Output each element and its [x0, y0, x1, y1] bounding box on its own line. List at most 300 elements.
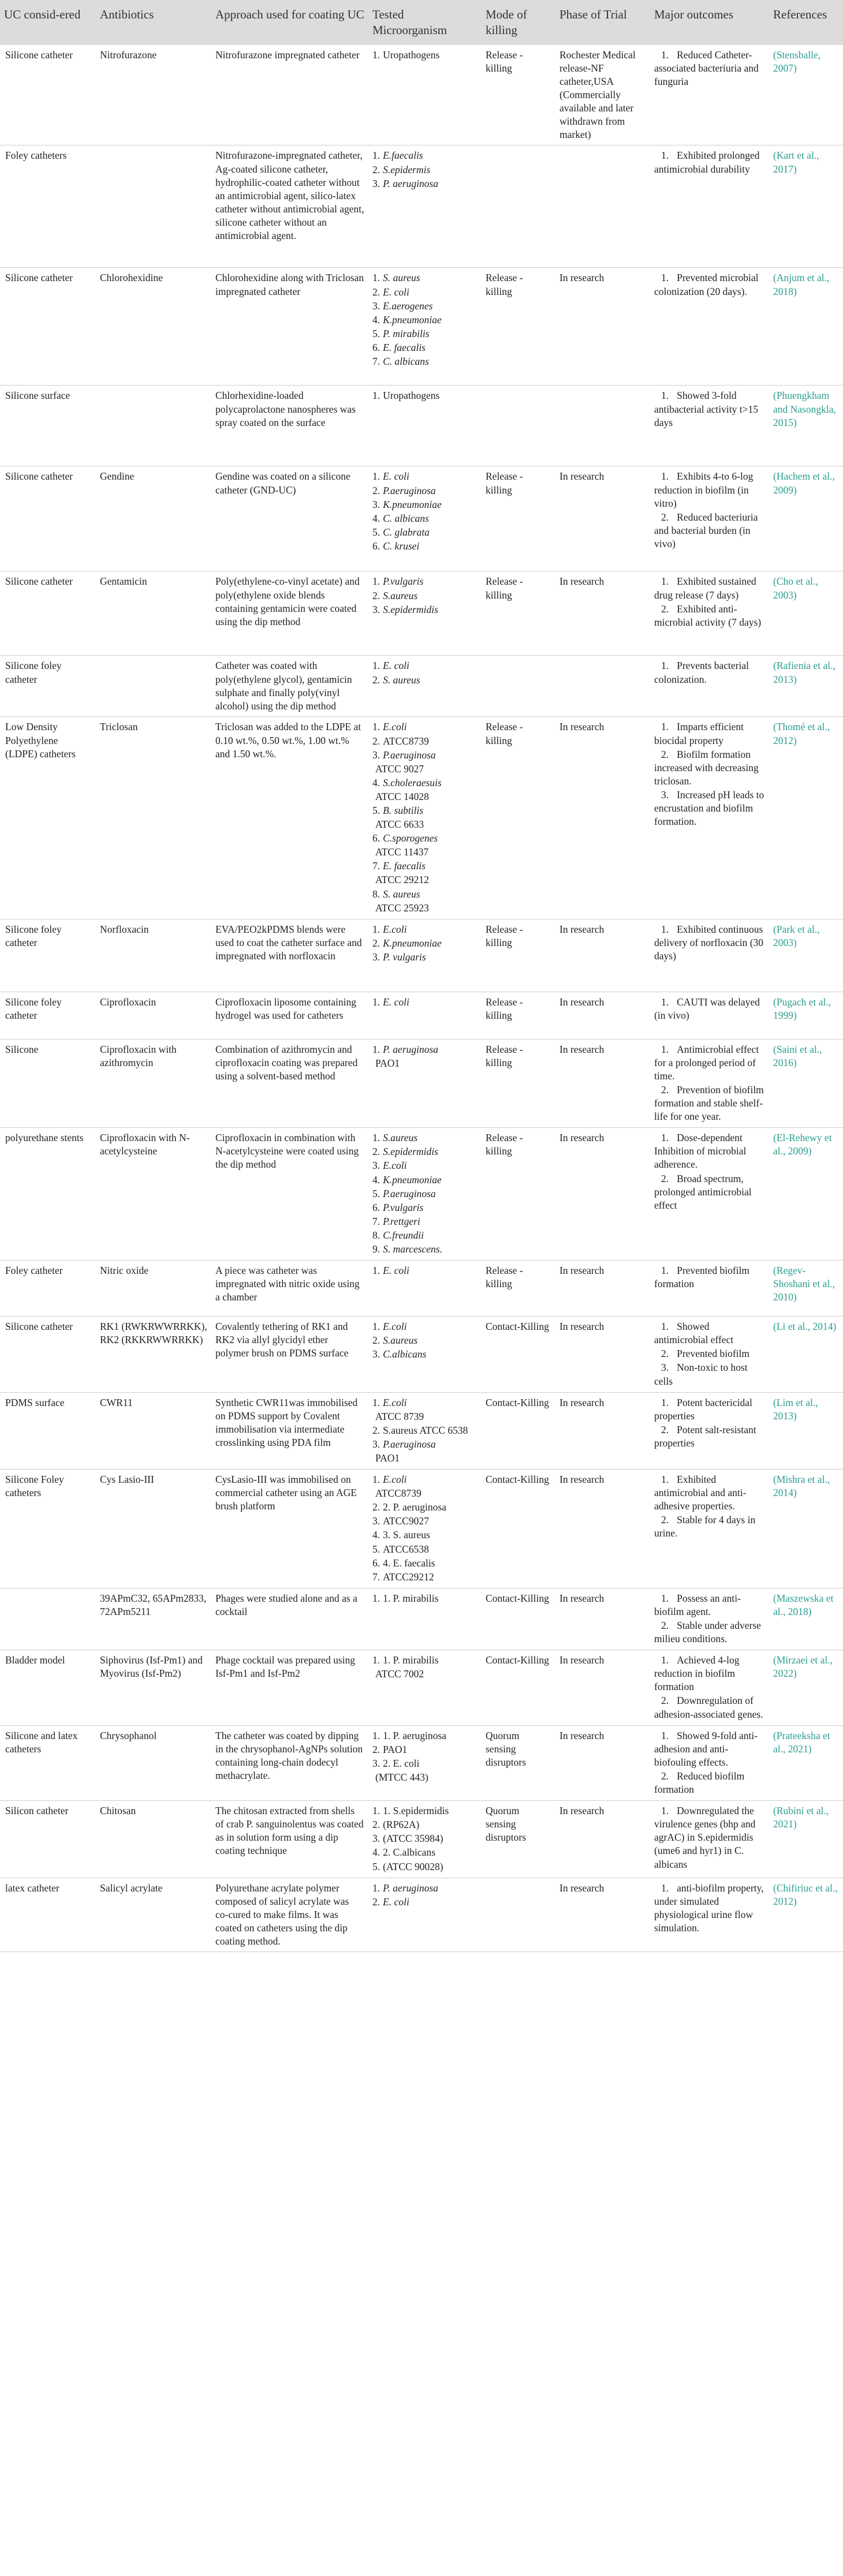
table-row — [0, 1392, 843, 1469]
item-text: 1. P. mirabilis — [383, 1592, 439, 1604]
item-text: C.freundii — [383, 1229, 424, 1241]
organisms-cell — [368, 1650, 482, 1725]
reference-link[interactable]: (Prateeksha et al., 2021) — [769, 1725, 843, 1800]
item-text: E. coli — [383, 996, 409, 1008]
outcomes-cell — [650, 1725, 769, 1800]
item-number: 2. — [661, 748, 669, 760]
table-row — [0, 386, 843, 466]
item-number: 1. — [661, 272, 669, 284]
item-number: 2. — [661, 1084, 669, 1096]
item-text: ATCC 9027 — [375, 762, 424, 775]
mode-of-killing-cell: Contact-Killing — [482, 1588, 555, 1650]
reference-link[interactable]: (Anjum et al., 2018) — [769, 268, 843, 386]
reference-link[interactable]: (Phuengkham and Nasongkla, 2015) — [769, 386, 843, 466]
uc-considered-cell — [0, 1588, 96, 1650]
item-number: 1. — [372, 1396, 381, 1408]
item-number: 2. — [661, 511, 669, 523]
item-number: 1. — [661, 1474, 669, 1486]
item-text: 4. E. faecalis — [383, 1557, 435, 1569]
reference-link[interactable]: (Mirzaei et al., 2022) — [769, 1650, 843, 1725]
organisms-cell — [368, 1317, 482, 1392]
list-item — [654, 1882, 765, 1935]
list-item — [654, 1729, 765, 1769]
outcomes-cell — [650, 1261, 769, 1317]
item-text: (MTCC 443) — [375, 1771, 428, 1783]
list-item — [654, 748, 765, 788]
item-text: C.albicans — [383, 1348, 427, 1360]
item-number: 3. — [372, 177, 381, 189]
item-text: Prevented biofilm — [677, 1348, 750, 1360]
item-text: Dose-dependent Inhibition of microbial adherence. — [654, 1132, 747, 1171]
phase-of-trial-cell: In research — [555, 571, 650, 656]
item-text: Non-toxic to host cells — [654, 1362, 748, 1387]
item-text: P. mirabilis — [383, 327, 430, 339]
organisms-cell — [368, 992, 482, 1039]
item-number: 1. — [372, 1265, 381, 1277]
approach-cell: Phages were studied alone and as a cocktail — [211, 1588, 368, 1650]
phase-of-trial-cell: In research — [555, 268, 650, 386]
item-text: ATCC 6633 — [375, 818, 424, 831]
table-row — [0, 45, 843, 145]
reference-link[interactable]: (Thomé et al., 2012) — [769, 717, 843, 919]
item-text: Exhibited continuous delivery of norfloxacin (30 days) — [654, 923, 764, 962]
organisms-cell — [368, 571, 482, 656]
phase-of-trial-cell: In research — [555, 1470, 650, 1588]
item-number: 1. — [372, 1474, 381, 1486]
mode-of-killing-cell — [482, 386, 555, 466]
item-text: E. coli — [383, 1895, 409, 1908]
item-number: 2. — [372, 484, 381, 496]
list-item — [372, 888, 478, 901]
item-text: Exhibited anti-microbial activity (7 days) — [654, 603, 762, 628]
outcomes-cell — [650, 386, 769, 466]
organisms-cell — [368, 1261, 482, 1317]
reference-link[interactable]: (Kart et al., 2017) — [769, 145, 843, 268]
item-text: K.pneumoniae — [383, 937, 442, 949]
item-text: ATCC9027 — [383, 1515, 429, 1527]
uc-considered-cell: Silicone catheter — [0, 571, 96, 656]
organisms-cell — [368, 1878, 482, 1951]
list-item — [372, 1438, 478, 1451]
list-item — [372, 1757, 478, 1770]
item-number: 1. — [372, 996, 381, 1008]
item-text: ATCC 25923 — [375, 902, 429, 914]
mode-of-killing-cell: Quorum sensing disruptors — [482, 1725, 555, 1800]
item-number: 1. — [661, 1132, 669, 1144]
list-item — [372, 1860, 478, 1874]
list-item — [372, 859, 478, 873]
list-item — [372, 1743, 478, 1756]
uc-considered-cell: Silicone catheter — [0, 466, 96, 571]
item-number: 1. — [661, 1265, 669, 1277]
outcomes-cell — [650, 1392, 769, 1469]
item-number: 1. — [372, 721, 381, 733]
item-number: 1. — [661, 1729, 669, 1741]
item-text: Biofilm formation increased with decreasing triclosan. — [654, 748, 759, 787]
item-number: 1. — [372, 272, 381, 284]
item-number: 6. — [372, 832, 381, 844]
item-text: S. aureus — [383, 888, 420, 900]
list-item — [654, 389, 765, 429]
phase-of-trial-cell: In research — [555, 1588, 650, 1650]
item-number: 3. — [372, 1160, 381, 1172]
item-text: 1. P. mirabilis — [383, 1654, 439, 1666]
outcomes-cell — [650, 571, 769, 656]
reference-link[interactable]: (El-Rehewy et al., 2009) — [769, 1128, 843, 1261]
reference-link[interactable]: (Mishra et al., 2014) — [769, 1470, 843, 1588]
antibiotic-cell: Chitosan — [96, 1801, 211, 1878]
item-text: C. glabrata — [383, 526, 430, 538]
uc-considered-cell: Silicone foley catheter — [0, 919, 96, 992]
item-number: 6. — [372, 540, 381, 552]
list-item — [372, 1145, 478, 1158]
list-item — [654, 1804, 765, 1871]
item-text: S. aureus — [383, 674, 420, 686]
mode-of-killing-cell — [482, 145, 555, 268]
list-item — [372, 313, 478, 327]
uc-considered-cell: Silicone Foley catheters — [0, 1470, 96, 1588]
header-approach: Approach used for coating UC — [211, 0, 368, 45]
list-item — [372, 1571, 478, 1584]
list-item — [372, 1832, 478, 1845]
item-number: 1. — [661, 1805, 669, 1817]
list-item — [372, 1452, 478, 1465]
item-text: 1. S.epidermidis — [383, 1805, 449, 1817]
reference-link[interactable]: (Saini et al., 2016) — [769, 1039, 843, 1128]
item-text: (ATCC 35984) — [383, 1833, 443, 1845]
item-number: 5. — [372, 804, 381, 816]
item-number: 1. — [372, 1592, 381, 1604]
mode-of-killing-cell: Release - killing — [482, 992, 555, 1039]
item-text: 3. S. aureus — [383, 1529, 430, 1541]
item-text: E.faecalis — [383, 149, 423, 162]
mode-of-killing-cell: Release - killing — [482, 717, 555, 919]
item-number: 1. — [661, 470, 669, 483]
uc-considered-cell: Bladder model — [0, 1650, 96, 1725]
item-text: Exhibited sustained drug release (7 days) — [654, 575, 756, 601]
reference-link[interactable]: (Park et al., 2003) — [769, 919, 843, 992]
list-item — [372, 271, 478, 285]
mode-of-killing-cell — [482, 1878, 555, 1951]
list-item — [372, 1818, 478, 1831]
item-text: C. albicans — [383, 355, 429, 367]
item-text: S.epidermidis — [383, 603, 438, 615]
item-text: Prevented microbial colonization (20 days). — [654, 272, 759, 297]
antibiotic-cell: Chlorohexidine — [96, 268, 211, 386]
approach-cell: Gendine was coated on a silicone catheter (GND-UC) — [211, 466, 368, 571]
organisms-cell — [368, 1128, 482, 1261]
organisms-cell — [368, 466, 482, 571]
item-text: E.coli — [383, 923, 407, 935]
item-number: 1. — [372, 149, 381, 162]
list-item — [372, 300, 478, 313]
item-text: P.aeruginosa — [383, 484, 436, 496]
item-text: 1. P. aeruginosa — [383, 1729, 446, 1741]
reference-link[interactable]: (Stensballe, 2007) — [769, 45, 843, 145]
uc-considered-cell: Silicone surface — [0, 386, 96, 466]
item-text: (ATCC 90028) — [383, 1860, 443, 1872]
list-item — [372, 355, 478, 368]
item-number: 2. — [372, 286, 381, 298]
item-number: 3. — [372, 1757, 381, 1769]
phase-of-trial-cell — [555, 656, 650, 717]
item-text: Downregulation of adhesion-associated genes. — [654, 1695, 763, 1720]
list-item — [372, 1771, 478, 1784]
item-text: Uropathogens — [383, 390, 440, 402]
item-text: ATCC 11437 — [375, 846, 429, 858]
uc-considered-cell: Silicone catheter — [0, 268, 96, 386]
item-number: 5. — [372, 1860, 381, 1872]
phase-of-trial-cell: In research — [555, 1317, 650, 1392]
item-text: Increased pH leads to encrustation and biofilm formation. — [654, 788, 764, 828]
list-item — [654, 575, 765, 601]
item-number: 9. — [372, 1243, 381, 1255]
list-item — [654, 996, 765, 1022]
antibiotic-cell: Ciprofloxacin — [96, 992, 211, 1039]
item-number: 1. — [372, 1729, 381, 1741]
list-item — [372, 1410, 478, 1423]
list-item — [372, 659, 478, 672]
item-number: 1. — [372, 1321, 381, 1333]
item-text: Possess an anti-biofilm agent. — [654, 1592, 741, 1617]
list-item — [372, 603, 478, 616]
item-text: CAUTI was delayed (in vivo) — [654, 996, 760, 1021]
list-item — [372, 163, 478, 177]
antibiotic-cell: Ciprofloxacin with N-acetylcysteine — [96, 1128, 211, 1261]
list-item — [372, 1396, 478, 1409]
list-item — [654, 1694, 765, 1721]
approach-cell: The catheter was coated by dipping in the chrysophanol-AgNPs solution containing long-chain dodecyl methacrylate. — [211, 1725, 368, 1800]
list-item — [372, 1804, 478, 1818]
item-text: P.aeruginosa — [383, 1187, 436, 1199]
list-item — [372, 1473, 478, 1486]
item-number: 4. — [372, 1846, 381, 1859]
outcomes-cell — [650, 1317, 769, 1392]
list-item — [372, 1215, 478, 1228]
mode-of-killing-cell: Contact-Killing — [482, 1470, 555, 1588]
item-number: 2. — [372, 1424, 381, 1436]
item-text: C. albicans — [383, 512, 429, 524]
list-item — [654, 788, 765, 828]
reference-link[interactable]: (Maszewska et al., 2018) — [769, 1588, 843, 1650]
list-item — [372, 1487, 478, 1500]
list-item — [654, 659, 765, 686]
antibiotic-cell: Chrysophanol — [96, 1725, 211, 1800]
list-item — [372, 48, 478, 62]
uc-considered-cell: Silicone foley catheter — [0, 656, 96, 717]
list-item — [372, 341, 478, 354]
item-number: 2. — [661, 1514, 669, 1526]
item-number: 1. — [372, 923, 381, 935]
phase-of-trial-cell: In research — [555, 1039, 650, 1128]
approach-cell: Ciprofloxacin liposome containing hydrogel was used for catheters — [211, 992, 368, 1039]
list-item — [372, 1895, 478, 1909]
uc-considered-cell: latex catheter — [0, 1878, 96, 1951]
table-row — [0, 571, 843, 656]
item-number: 6. — [372, 341, 381, 353]
list-item — [372, 1348, 478, 1361]
item-text: S.epidermis — [383, 163, 431, 175]
table-row — [0, 1650, 843, 1725]
antibiotic-cell: Gentamicin — [96, 571, 211, 656]
item-number: 7. — [372, 1571, 381, 1583]
organisms-cell — [368, 1392, 482, 1469]
mode-of-killing-cell: Contact-Killing — [482, 1650, 555, 1725]
list-item — [372, 1528, 478, 1542]
item-text: Showed 3-fold antibacterial activity t>15 days — [654, 390, 758, 428]
item-text: E.coli — [383, 721, 407, 733]
header-phase-of-trial: Phase of Trial — [555, 0, 650, 45]
item-number: 1. — [372, 1654, 381, 1666]
reference-link[interactable]: (Rafienia et al., 2013) — [769, 656, 843, 717]
mode-of-killing-cell: Release - killing — [482, 1261, 555, 1317]
list-item — [372, 1243, 478, 1256]
approach-cell: Triclosan was added to the LDPE at 0.10 wt.%, 0.50 wt.%, 1.00 wt.% and 1.50 wt.%. — [211, 717, 368, 919]
list-item — [654, 1770, 765, 1796]
item-number: 1. — [661, 1592, 669, 1604]
list-item — [372, 818, 478, 831]
organisms-cell — [368, 1801, 482, 1878]
table-row — [0, 992, 843, 1039]
item-number: 5. — [372, 1187, 381, 1199]
item-text: P.vulgaris — [383, 1201, 424, 1213]
list-item — [372, 1320, 478, 1333]
reference-link[interactable]: (Pugach et al., 1999) — [769, 992, 843, 1039]
header-antibiotics: Antibiotics — [96, 0, 211, 45]
uc-considered-cell: Low Density Polyethylene (LDPE) catheters — [0, 717, 96, 919]
item-text: K.pneumoniae — [383, 313, 442, 326]
organisms-cell — [368, 1588, 482, 1650]
list-item — [372, 762, 478, 776]
item-text: K.pneumoniae — [383, 1173, 442, 1186]
item-number: 2. — [661, 1348, 669, 1360]
reference-link[interactable]: (Regev-Shoshani et al., 2010) — [769, 1261, 843, 1317]
list-item — [372, 1264, 478, 1277]
item-number: 3. — [661, 1362, 669, 1374]
item-text: S. aureus — [383, 272, 420, 284]
item-text: (RP62A) — [383, 1819, 420, 1831]
reference-link[interactable]: (Hachem et al., 2009) — [769, 466, 843, 571]
table-body — [0, 45, 843, 1952]
uc-considered-cell: Silicon catheter — [0, 1801, 96, 1878]
item-number: 1. — [372, 48, 381, 61]
approach-cell: CysLasio-III was immobilised on commercial catheter using an AGE brush platform — [211, 1470, 368, 1588]
item-text: S.aureus — [383, 1132, 418, 1144]
uc-considered-cell: Foley catheters — [0, 145, 96, 268]
list-item — [372, 937, 478, 950]
list-item — [372, 923, 478, 936]
outcomes-cell — [650, 1039, 769, 1128]
uc-considered-cell: Silicone — [0, 1039, 96, 1128]
item-text: Reduced Catheter-associated bacteriuria and funguria — [654, 48, 759, 87]
list-item — [372, 1159, 478, 1172]
item-number: 1. — [661, 923, 669, 935]
item-text: E. faecalis — [383, 860, 426, 872]
outcomes-cell — [650, 1470, 769, 1588]
phase-of-trial-cell: In research — [555, 1261, 650, 1317]
outcomes-cell — [650, 1878, 769, 1951]
item-number: 1. — [372, 1805, 381, 1817]
item-text: 2. C.albicans — [383, 1846, 436, 1859]
table-row — [0, 656, 843, 717]
antibiotic-cell: Norfloxacin — [96, 919, 211, 992]
item-number: 2. — [372, 1743, 381, 1755]
item-text: Achieved 4-log reduction in biofilm formation — [654, 1654, 740, 1693]
table-row — [0, 1039, 843, 1128]
uc-considered-cell: Foley catheter — [0, 1261, 96, 1317]
item-number: 2. — [661, 1695, 669, 1707]
phase-of-trial-cell: In research — [555, 1878, 650, 1951]
table-row — [0, 1588, 843, 1650]
antibiotic-cell: Salicyl acrylate — [96, 1878, 211, 1951]
list-item — [372, 749, 478, 762]
list-item — [372, 735, 478, 748]
item-text: anti-biofilm property, under simulated physiological urine flow simulation. — [654, 1882, 764, 1934]
item-text: Broad spectrum, prolonged antimicrobial effect — [654, 1172, 752, 1211]
reference-link[interactable]: (Cho et al., 2003) — [769, 571, 843, 656]
reference-link[interactable]: (Rubini et al., 2021) — [769, 1801, 843, 1878]
organisms-cell — [368, 268, 482, 386]
mode-of-killing-cell: Release - killing — [482, 919, 555, 992]
uc-considered-cell: Silicone catheter — [0, 1317, 96, 1392]
item-text: Antimicrobial effect for a prolonged period of time. — [654, 1043, 759, 1082]
list-item — [372, 1515, 478, 1528]
item-text: P.aeruginosa — [383, 1438, 436, 1450]
mode-of-killing-cell: Release - killing — [482, 466, 555, 571]
antibiotic-cell: Gendine — [96, 466, 211, 571]
item-text: PAO1 — [375, 1452, 400, 1464]
list-item — [372, 1043, 478, 1056]
antibiotic-cell — [96, 145, 211, 268]
list-item — [372, 1057, 478, 1070]
list-item — [372, 1173, 478, 1187]
list-item — [372, 512, 478, 525]
item-number: 7. — [372, 355, 381, 367]
phase-of-trial-cell — [555, 145, 650, 268]
list-item — [654, 1083, 765, 1123]
approach-cell: Phage cocktail was prepared using Isf-Pm1 and Isf-Pm2 — [211, 1650, 368, 1725]
table-row — [0, 1470, 843, 1588]
reference-link[interactable]: (Chifiriuc et al., 2012) — [769, 1878, 843, 1951]
list-item — [372, 149, 478, 162]
item-number: 1. — [661, 1043, 669, 1055]
item-text: Prevented biofilm formation — [654, 1265, 750, 1290]
item-number: 1. — [661, 1654, 669, 1666]
list-item — [654, 1654, 765, 1693]
list-item — [654, 470, 765, 510]
reference-link[interactable]: (Lim et al., 2013) — [769, 1392, 843, 1469]
list-item — [654, 923, 765, 963]
reference-link[interactable]: (Li et al., 2014) — [769, 1317, 843, 1392]
item-text: P.aeruginosa — [383, 749, 436, 761]
list-item — [372, 951, 478, 964]
approach-cell: Polyurethane acrylate polymer composed of salicyl acrylate was co-cured to make films. It was coated on catheters using the dip coating method. — [211, 1878, 368, 1951]
table-row — [0, 919, 843, 992]
approach-cell: Nitrofurazone-impregnated catheter, Ag-coated silicone catheter, hydrophilic-coated catheter without an antimicrobial agent, silico-latex catheter without antimicrobial agent, silicone catheter without an antimicrobial agent. — [211, 145, 368, 268]
item-number: 3. — [372, 1515, 381, 1527]
item-text: E.aerogenes — [383, 300, 433, 312]
list-item — [372, 327, 478, 341]
mode-of-killing-cell: Release - killing — [482, 1039, 555, 1128]
antibiotic-cell: 39APmC32, 65APm2833, 72APm5211 — [96, 1588, 211, 1650]
item-text: PAO1 — [383, 1743, 408, 1755]
item-text: ATCC8739 — [383, 735, 429, 747]
approach-cell: Covalently tethering of RK1 and RK2 via allyl glycidyl ether polymer brush on PDMS surface — [211, 1317, 368, 1392]
item-number: 2. — [661, 603, 669, 615]
list-item — [372, 804, 478, 817]
item-number: 2. — [372, 1819, 381, 1831]
table-row — [0, 1878, 843, 1951]
